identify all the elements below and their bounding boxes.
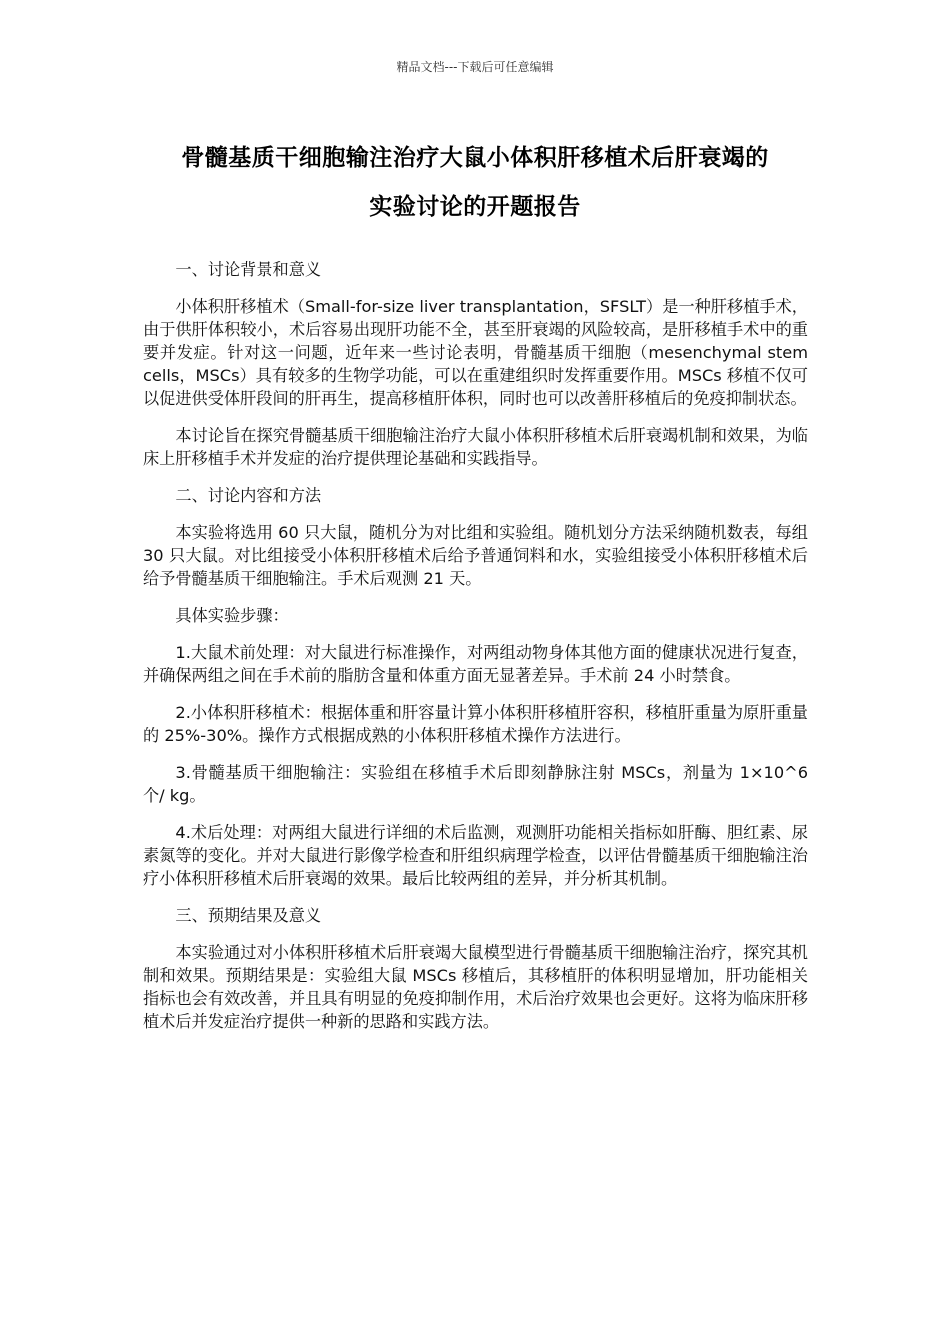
steps-label: 具体实验步骤： — [175, 606, 289, 625]
paragraph: 本实验通过对小体积肝移植术后肝衰竭大鼠模型进行骨髓基质干细胞输注治疗，探究其机制和效果。预期结果是：实验组大鼠 MSCs 移植后，其移植肝的体积明显增加，肝功能相关指标也会有效改善，并且具有明显的免疫抑制作用，术后治疗效果也会更好。这将为临床肝移植术后并发症治疗提供一种新的思路和实践方法。 — [143, 943, 808, 1031]
step-item: 4.术后处理：对两组大鼠进行详细的术后监测，观测肝功能相关指标如肝酶、胆红素、尿素氮等的变化。并对大鼠进行影像学检查和肝组织病理学检查，以评估骨髓基质干细胞输注治疗小体积肝移植术后肝衰竭的效果。最后比较两组的差异，并分析其机制。 — [143, 823, 808, 888]
page-header-note: 精品文档---下载后可任意编辑 — [396, 60, 554, 74]
step-item: 1.大鼠术前处理：对大鼠进行标准操作，对两组动物身体其他方面的健康状况进行复查，并确保两组之间在手术前的脂肪含量和体重方面无显著差异。手术前 24 小时禁食。 — [143, 643, 808, 685]
step-item: 3.骨髓基质干细胞输注：实验组在移植手术后即刻静脉注射 MSCs，剂量为 1×10^6 个/ kg。 — [143, 763, 808, 805]
paragraph: 本实验将选用 60 只大鼠，随机分为对比组和实验组。随机划分方法采纳随机数表，每组 30 只大鼠。对比组接受小体积肝移植术后给予普通饲料和水，实验组接受小体积肝移植术后给予骨髓基质干细胞输注。手术后观测 21 天。 — [143, 523, 808, 588]
document-title-line-1: 骨髓基质干细胞输注治疗大鼠小体积肝移植术后肝衰竭的 — [181, 145, 769, 171]
section-heading-results: 三、预期结果及意义 — [175, 906, 322, 925]
section-heading-background: 一、讨论背景和意义 — [175, 260, 322, 279]
paragraph: 小体积肝移植术（Small-for-size liver transplantation，SFSLT）是一种肝移植手术，由于供肝体积较小，术后容易出现肝功能不全，甚至肝衰竭的风险较高，是肝移植手术中的重要并发症。针对这一问题，近年来一些讨论表明，骨髓基质干细胞（mesenchymal stem cells，MSCs）具有较多的生物学功能，可以在重建组织时发挥重要作用。MSCs 移植不仅可以促进供受体肝段间的肝再生，提高移植肝体积，同时也可以改善肝移植后的免疫抑制状态。 — [143, 297, 808, 408]
section-heading-methods: 二、讨论内容和方法 — [175, 486, 322, 505]
paragraph: 本讨论旨在探究骨髓基质干细胞输注治疗大鼠小体积肝移植术后肝衰竭机制和效果，为临床上肝移植手术并发症的治疗提供理论基础和实践指导。 — [143, 426, 808, 468]
document-title-line-2: 实验讨论的开题报告 — [369, 194, 581, 220]
document-body — [143, 258, 808, 1047]
step-item: 2.小体积肝移植术：根据体重和肝容量计算小体积肝移植肝容积，移植肝重量为原肝重量的 25%-30%。操作方式根据成熟的小体积肝移植术操作方法进行。 — [143, 703, 808, 745]
